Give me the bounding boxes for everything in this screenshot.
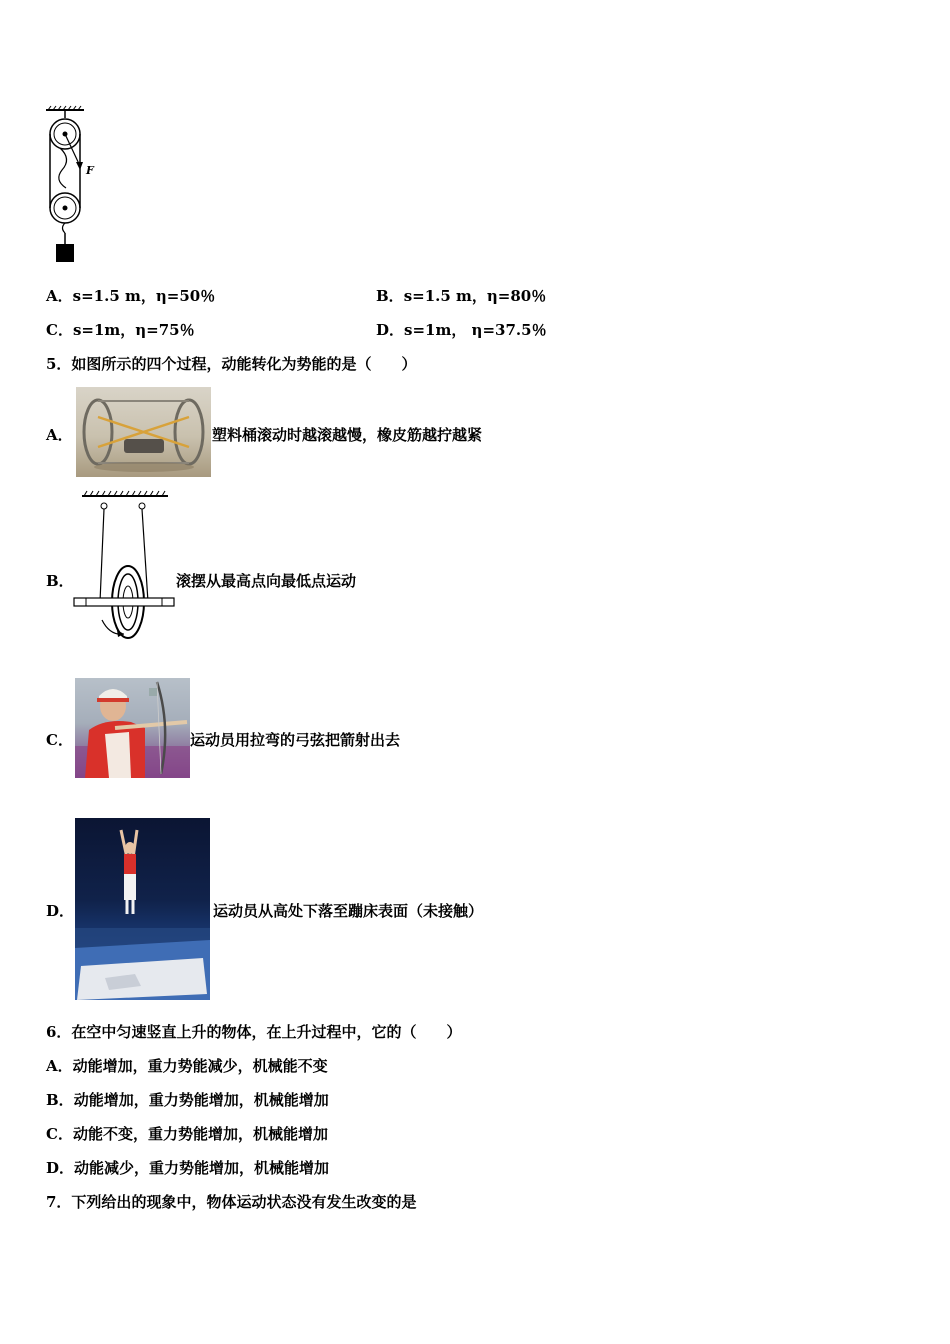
q5-option-b-text: 滚摆从最高点向最低点运动 (176, 572, 357, 590)
q6-option-b: B．动能增加，重力势能增加，机械能增加 (46, 1091, 329, 1109)
q6-option-c: C．动能不变，重力势能增加，机械能增加 (46, 1125, 328, 1143)
q6-stem: 6．在空中匀速竖直上升的物体，在上升过程中，它的（ ） (46, 1023, 462, 1041)
q6-option-d: D．动能减少，重力势能增加，机械能增加 (46, 1159, 330, 1177)
q5-option-b-key: B． (46, 572, 74, 590)
maxwell-wheel-diagram (72, 490, 176, 640)
q5-option-a-key: A． (46, 426, 73, 444)
force-label: F (86, 164, 94, 177)
q5-stem: 5．如图所示的四个过程，动能转化为势能的是（ ） (46, 355, 417, 373)
trampoline-image (75, 818, 210, 1000)
q5-option-c-text: 运动员用拉弯的弓弦把箭射出去 (190, 731, 401, 749)
q4-option-a: A．s=1.5 m，η=50％ (46, 287, 216, 305)
q5-option-a-text: 塑料桶滚动时越滚越慢，橡皮筋越拧越紧 (212, 426, 483, 444)
q4-option-d: D．s=1m， η=37.5％ (376, 321, 547, 339)
q6-option-a: A．动能增加，重力势能减少，机械能不变 (46, 1057, 328, 1075)
pulley-diagram (38, 104, 108, 269)
q4-option-c: C．s=1m，η=75％ (46, 321, 195, 339)
q5-option-d-text: 运动员从高处下落至蹦床表面（未接触） (213, 902, 484, 920)
q4-option-b: B．s=1.5 m，η=80％ (376, 287, 547, 305)
q5-option-c-key: C． (46, 731, 73, 749)
archer-image (75, 678, 190, 778)
rolling-bucket-image (76, 387, 211, 477)
q5-option-d-key: D． (46, 902, 75, 920)
q7-stem: 7．下列给出的现象中，物体运动状态没有发生改变的是 (46, 1193, 417, 1211)
